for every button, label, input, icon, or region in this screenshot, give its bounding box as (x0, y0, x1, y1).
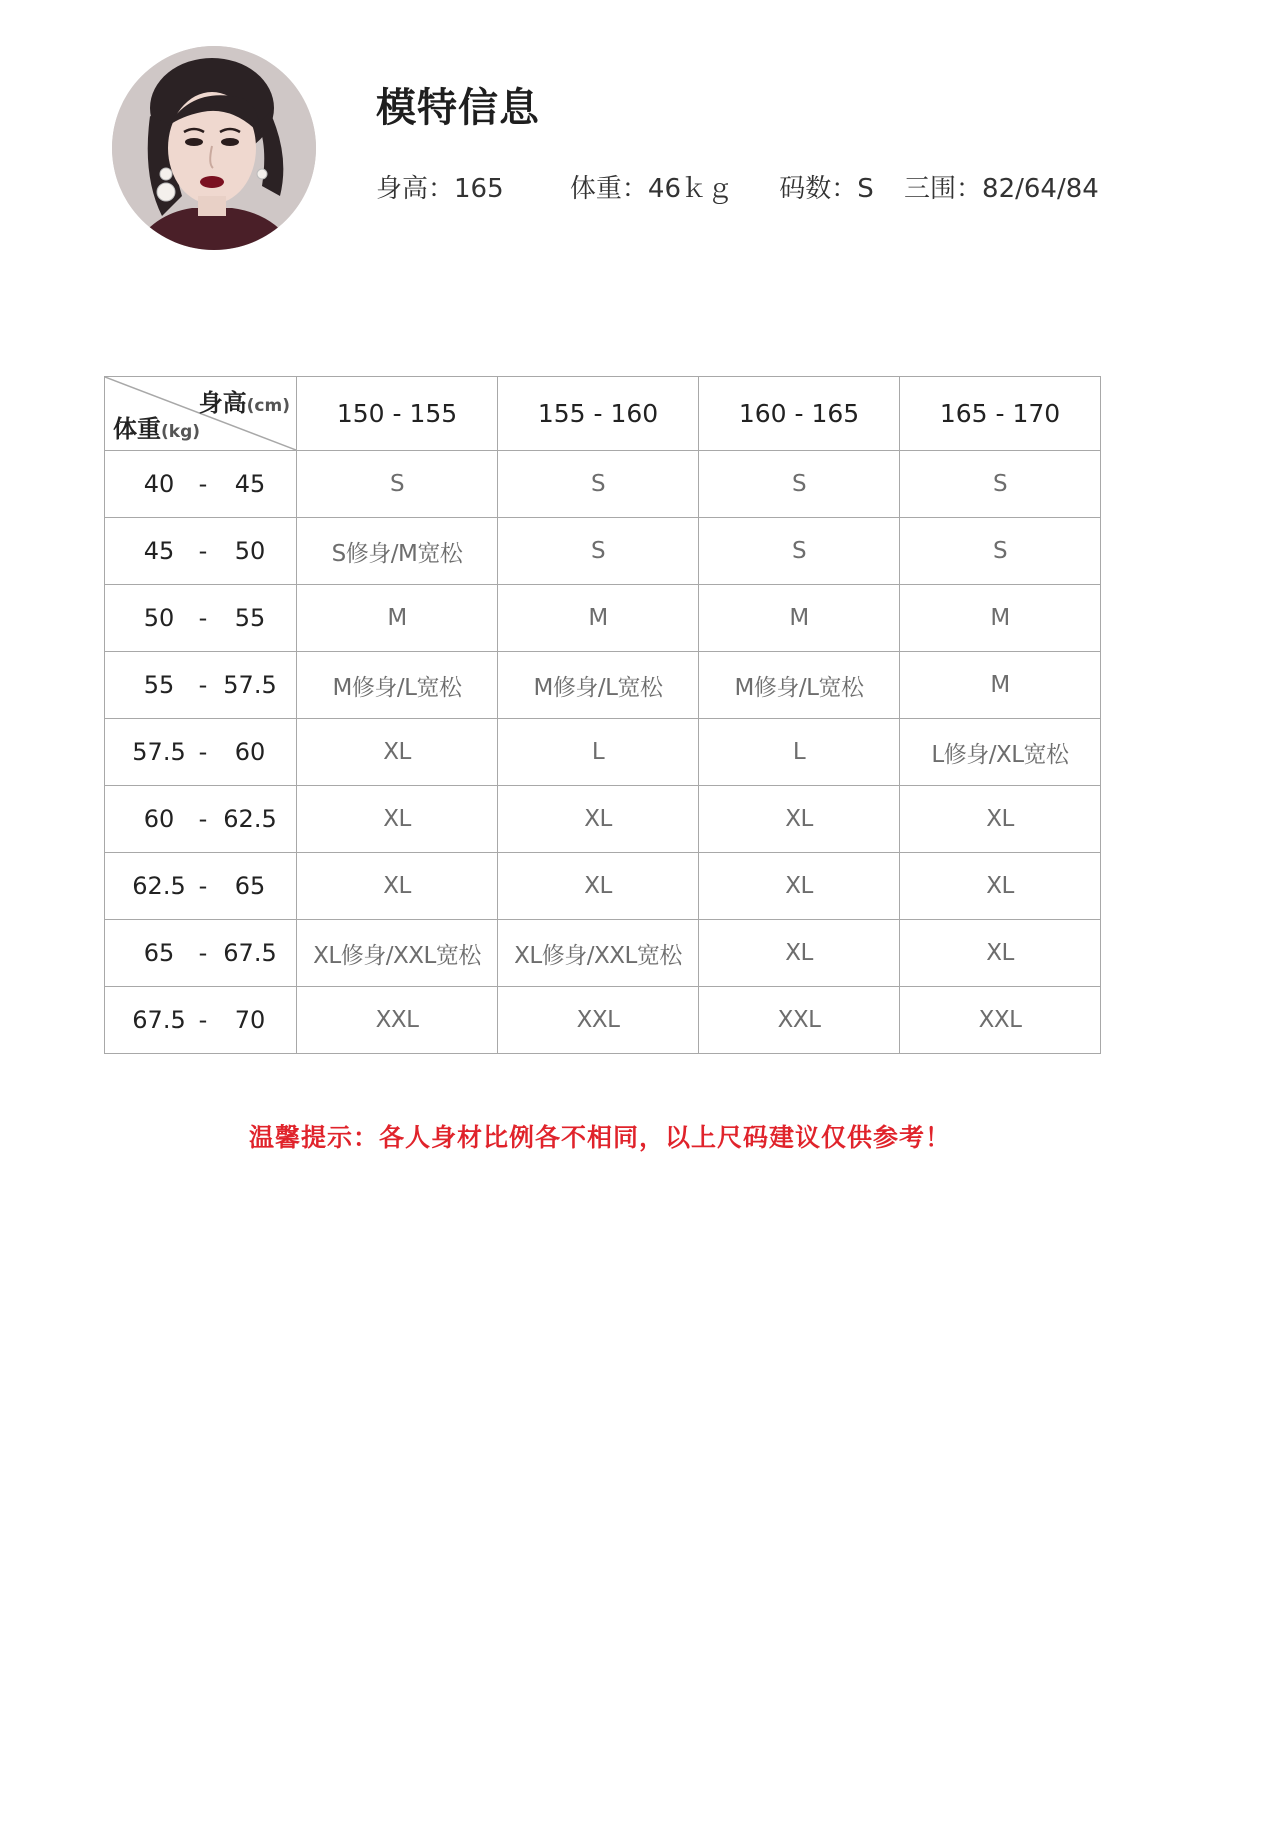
model-info-title: 模特信息 (376, 85, 540, 131)
weight-to: 55 (234, 604, 266, 632)
size-tip-note: 温馨提示：各人身材比例各不相同，以上尺码建议仅供参考！ (248, 1123, 951, 1152)
size-cell: M (498, 585, 699, 652)
table-row (105, 719, 1101, 786)
table-row (105, 853, 1101, 920)
table-row (105, 786, 1101, 853)
size-cell: M (900, 585, 1101, 652)
size-cell: XXL (498, 987, 699, 1054)
weight-to: 60 (234, 738, 266, 766)
size-cell: XL修身/XXL宽松 (297, 920, 498, 987)
weight-axis-label: 体重(kg) (113, 415, 201, 443)
size-cell: XL (900, 920, 1101, 987)
weight-range-cell (105, 920, 297, 987)
weight-dash: - (198, 604, 208, 632)
weight-to: 62.5 (223, 805, 277, 833)
height-range-header: 165 - 170 (900, 377, 1101, 451)
size-cell: S (498, 451, 699, 518)
size-cell: XL修身/XXL宽松 (498, 920, 699, 987)
weight-from: 67.5 (132, 1006, 186, 1034)
weight-from: 60 (143, 805, 175, 833)
table-row (105, 451, 1101, 518)
weight-from: 50 (143, 604, 175, 632)
size-cell: S (498, 518, 699, 585)
weight-dash: - (198, 939, 208, 967)
weight-to: 45 (234, 470, 266, 498)
size-cell: S修身/M宽松 (297, 518, 498, 585)
size-cell: S (900, 518, 1101, 585)
size-cell: XL (498, 786, 699, 853)
weight-range-cell (105, 652, 297, 719)
weight-range-cell (105, 987, 297, 1054)
weight-dash: - (198, 738, 208, 766)
size-chart-table (104, 376, 1101, 1054)
weight-from: 57.5 (132, 738, 186, 766)
weight-range-cell (105, 853, 297, 920)
weight-dash: - (198, 470, 208, 498)
weight-range-cell (105, 518, 297, 585)
model-stats (376, 168, 1099, 205)
height-range-header: 150 - 155 (297, 377, 498, 451)
model-weight: 体重：46ｋｇ (569, 174, 733, 204)
size-cell: XL (297, 853, 498, 920)
model-portrait-image (112, 46, 316, 250)
weight-to: 57.5 (223, 671, 277, 699)
size-cell: S (900, 451, 1101, 518)
size-cell: M修身/L宽松 (498, 652, 699, 719)
weight-dash: - (198, 805, 208, 833)
size-cell: XL (498, 853, 699, 920)
size-cell: M修身/L宽松 (297, 652, 498, 719)
weight-range-cell (105, 719, 297, 786)
size-cell: M (297, 585, 498, 652)
weight-to: 67.5 (223, 939, 277, 967)
size-cell: XL (900, 786, 1101, 853)
weight-dash: - (198, 537, 208, 565)
size-cell: XL (699, 853, 900, 920)
weight-from: 55 (143, 671, 175, 699)
size-cell: XL (297, 719, 498, 786)
weight-from: 65 (143, 939, 175, 967)
size-cell: XL (297, 786, 498, 853)
size-cell: XL (699, 920, 900, 987)
weight-dash: - (198, 872, 208, 900)
size-cell: L (498, 719, 699, 786)
size-cell: L修身/XL宽松 (900, 719, 1101, 786)
model-size: 码数：S (779, 174, 874, 204)
table-row (105, 652, 1101, 719)
size-cell: M (900, 652, 1101, 719)
corner-header-cell (105, 377, 297, 451)
weight-range-cell (105, 585, 297, 652)
size-cell: S (699, 451, 900, 518)
weight-from: 45 (143, 537, 175, 565)
size-cell: XXL (699, 987, 900, 1054)
model-measurements: 三围：82/64/84 (904, 174, 1099, 204)
weight-dash: - (198, 1006, 208, 1034)
size-cell: XL (699, 786, 900, 853)
weight-to: 65 (234, 872, 266, 900)
weight-from: 40 (143, 470, 175, 498)
weight-from: 62.5 (132, 872, 186, 900)
table-row (105, 585, 1101, 652)
weight-to: 50 (234, 537, 266, 565)
weight-range-cell (105, 786, 297, 853)
weight-dash: - (198, 671, 208, 699)
table-row (105, 518, 1101, 585)
size-cell: M (699, 585, 900, 652)
table-row (105, 920, 1101, 987)
height-range-header: 160 - 165 (699, 377, 900, 451)
weight-range-cell (105, 451, 297, 518)
size-cell: XXL (297, 987, 498, 1054)
model-height: 身高：165 (376, 174, 504, 204)
size-cell: M修身/L宽松 (699, 652, 900, 719)
height-range-header: 155 - 160 (498, 377, 699, 451)
size-cell: S (699, 518, 900, 585)
size-cell: L (699, 719, 900, 786)
table-header-row (105, 377, 1101, 451)
size-cell: XXL (900, 987, 1101, 1054)
height-axis-label: 身高(cm) (198, 389, 290, 417)
model-avatar (112, 46, 316, 250)
table-row (105, 987, 1101, 1054)
size-cell: S (297, 451, 498, 518)
size-cell: XL (900, 853, 1101, 920)
weight-to: 70 (234, 1006, 266, 1034)
